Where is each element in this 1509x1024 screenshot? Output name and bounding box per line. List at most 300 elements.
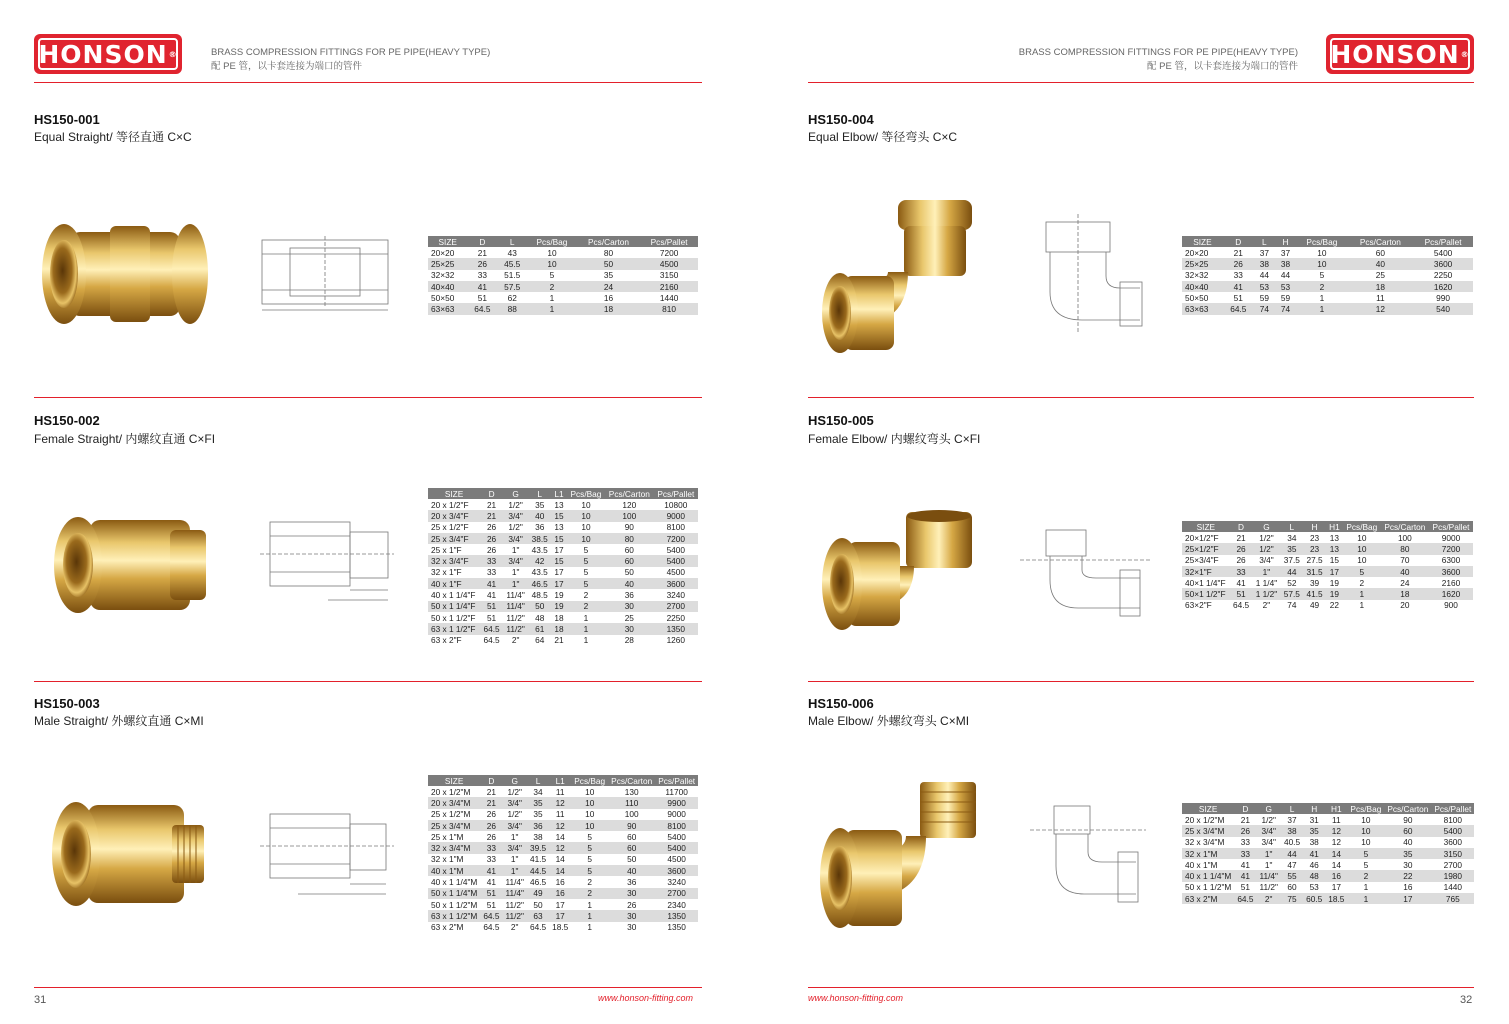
table-row [428,786,698,797]
table-cell: 9000 [655,809,698,820]
table-cell: 64 [528,635,551,646]
table-cell: 36 [527,820,549,831]
column-header: Pcs/Carton [608,775,655,786]
table-cell: 64.5 [527,922,549,933]
column-header: G [502,775,526,786]
spec-table [428,488,698,646]
table-cell: 41 [480,578,503,589]
table-cell: 25 x 1/2"M [428,809,480,820]
table-cell: 26 [1230,543,1253,554]
table-cell: 2 [571,876,608,887]
table-cell: 7200 [1429,543,1473,554]
table-cell: 9000 [1429,532,1473,543]
divider [808,82,1474,83]
column-header: G [1256,803,1280,814]
table-cell: 13 [551,522,567,533]
product-name: Male Straight/ 外螺纹直通 C×MI [34,714,204,728]
table-row [1182,893,1474,904]
table-cell: 63×63 [1182,303,1223,314]
table-cell: 10 [567,533,605,544]
table-cell: 57.5 [497,281,527,292]
table-cell: 90 [1384,814,1431,825]
table-cell: 5 [567,544,605,555]
table-cell: 25 x 1"F [428,544,480,555]
table-cell: 48 [1303,870,1325,881]
table-cell: 11 [1325,814,1347,825]
column-header: Pcs/Pallet [640,236,698,247]
table-cell: 63 x 1 1/2"M [428,910,480,921]
table-cell: 40×40 [1182,281,1223,292]
table-cell: 10 [1347,837,1384,848]
table-cell: 2" [1256,893,1280,904]
table-cell: 35 [577,270,640,281]
column-header: Pcs/Pallet [1431,803,1474,814]
table-cell: 20 x 1/2"F [428,499,480,510]
table-cell: 11/4" [502,876,526,887]
table-cell: 7200 [640,247,698,258]
table-cell: 21 [480,797,502,808]
table-cell: 14 [549,854,571,865]
table-cell: 5 [1347,859,1384,870]
table-cell: 540 [1413,303,1473,314]
table-cell: 63×2"F [1182,600,1230,611]
spec-table [428,775,698,933]
table-row [1182,292,1473,303]
divider [34,681,702,682]
table-cell: 21 [480,499,503,510]
table-row [428,589,698,600]
table-header-row [1182,236,1473,247]
table-cell: 3/4" [1256,837,1280,848]
table-cell: 6300 [1429,555,1473,566]
table-cell: 1" [503,578,528,589]
table-row [1182,848,1474,859]
table-cell: 59 [1254,292,1275,303]
table-cell: 33 [1234,837,1256,848]
brand-logo-text: HONSON [38,39,168,69]
table-cell: 100 [1381,532,1429,543]
table-cell: 46.5 [528,578,551,589]
table-cell: 40 x 1"M [428,865,480,876]
table-cell: 5 [571,854,608,865]
column-header: SIZE [428,236,467,247]
table-cell: 70 [1381,555,1429,566]
table-row [428,292,698,303]
table-cell: 39 [1303,577,1326,588]
table-row [428,612,698,623]
table-cell: 64.5 [480,635,503,646]
column-header: SIZE [1182,803,1234,814]
table-cell: 46.5 [527,876,549,887]
column-header: Pcs/Carton [577,236,640,247]
table-cell: 3/4" [503,510,528,521]
header-subtitle-cn: 配 PE 管，以卡套连接为端口的管件 [211,61,362,72]
table-cell: 3150 [1431,848,1474,859]
table-cell: 53 [1254,281,1275,292]
table-cell: 15 [1326,555,1343,566]
table-cell: 3600 [655,865,698,876]
table-cell: 40.5 [1281,837,1303,848]
table-cell: 50 x 1 1/2"M [428,899,480,910]
column-header: L [1254,236,1275,247]
table-cell: 20×20 [1182,247,1223,258]
table-cell: 50 [528,601,551,612]
table-cell: 3/4" [502,842,526,853]
table-cell: 26 [480,820,502,831]
column-header: L1 [551,488,567,499]
table-cell: 24 [1381,577,1429,588]
table-cell: 5 [571,842,608,853]
table-cell: 2160 [640,281,698,292]
column-header: G [503,488,528,499]
table-cell: 62 [497,292,527,303]
table-row [428,899,698,910]
product-name: Female Straight/ 内螺纹直通 C×FI [34,432,216,446]
header-subtitle-en: BRASS COMPRESSION FITTINGS FOR PE PIPE(HEAVY TYPE) [1018,47,1298,58]
table-cell: 1350 [654,623,698,634]
table-cell: 50 x 1 1/2"F [428,612,480,623]
table-cell: 63 x 2"F [428,635,480,646]
table-cell: 30 [608,922,655,933]
table-cell: 31.5 [1303,566,1326,577]
table-cell: 11/4" [1256,870,1280,881]
table-cell: 42 [528,555,551,566]
table-cell: 16 [1384,882,1431,893]
table-cell: 48.5 [528,589,551,600]
table-cell: 59 [1275,292,1296,303]
column-header: Pcs/Pallet [1429,521,1473,532]
table-cell: 74 [1281,600,1304,611]
table-cell: 16 [1325,870,1347,881]
column-header: Pcs/Pallet [654,488,698,499]
table-cell: 41 [467,281,497,292]
table-cell: 50 x 1 1/4"M [428,888,480,899]
table-row [428,555,698,566]
table-cell: 1 [1343,600,1381,611]
table-cell: 49 [527,888,549,899]
product-code: HS150-005 [808,413,874,428]
table-cell: 1 [527,303,577,314]
table-cell: 12 [1325,825,1347,836]
table-cell: 32 x 3/4"F [428,555,480,566]
table-cell: 5 [527,270,577,281]
table-row [428,578,698,589]
column-header: H1 [1326,521,1343,532]
table-cell: 27.5 [1303,555,1326,566]
table-cell: 3/4" [1256,825,1280,836]
table-cell: 1 [571,910,608,921]
table-cell: 50 x 1 1/4"F [428,601,480,612]
table-cell: 4500 [654,567,698,578]
table-cell: 41 [1230,577,1253,588]
table-cell: 41 [1234,859,1256,870]
table-cell: 5 [1296,270,1347,281]
table-cell: 41 [480,589,503,600]
table-cell: 38.5 [528,533,551,544]
table-row [428,809,698,820]
table-row [1182,281,1473,292]
column-header: H1 [1325,803,1347,814]
table-cell: 5400 [1413,247,1473,258]
table-cell: 10 [1347,825,1384,836]
table-cell: 11 [549,809,571,820]
table-cell: 5400 [654,555,698,566]
table-cell: 22 [1326,600,1343,611]
table-cell: 13 [551,499,567,510]
table-cell: 14 [549,865,571,876]
table-cell: 100 [605,510,654,521]
table-cell: 44 [1281,566,1304,577]
table-cell: 17 [551,544,567,555]
column-header: Pcs/Bag [527,236,577,247]
table-cell: 25 [605,612,654,623]
table-cell: 13 [1326,543,1343,554]
table-row [428,510,698,521]
table-cell: 3/4" [503,555,528,566]
column-header: Pcs/Bag [567,488,605,499]
table-cell: 21 [480,786,502,797]
table-cell: 12 [1325,837,1347,848]
table-cell: 22 [1384,870,1431,881]
table-cell: 23 [1303,543,1326,554]
table-cell: 9000 [654,510,698,521]
table-cell: 40 [605,578,654,589]
table-row [428,910,698,921]
table-cell: 40×1 1/4"F [1182,577,1230,588]
table-cell: 80 [1381,543,1429,554]
table-cell: 1440 [1431,882,1474,893]
column-header: Pcs/Carton [1381,521,1429,532]
product-photo-straight [40,218,210,330]
table-cell: 60 [1281,882,1303,893]
table-cell: 10800 [654,499,698,510]
column-header: H [1303,803,1325,814]
table-cell: 11/2" [502,899,526,910]
table-cell: 1440 [640,292,698,303]
table-cell: 51 [480,888,502,899]
table-cell: 33 [1234,848,1256,859]
column-header: D [1234,803,1256,814]
product-name: Male Elbow/ 外螺纹弯头 C×MI [808,714,970,728]
column-header: D [1230,521,1253,532]
table-cell: 26 [1223,258,1254,269]
table-cell: 26 [1230,555,1253,566]
table-header-row [1182,803,1474,814]
table-row [1182,814,1474,825]
table-cell: 26 [1234,825,1256,836]
table-cell: 3/4" [503,533,528,544]
column-header: SIZE [1182,521,1230,532]
technical-drawing [1016,520,1156,620]
table-cell: 10 [567,510,605,521]
table-cell: 18.5 [549,922,571,933]
table-cell: 21 [467,247,497,258]
table-cell: 60 [608,831,655,842]
product-code: HS150-001 [34,112,100,127]
table-cell: 15 [551,533,567,544]
table-cell: 20 x 3/4"F [428,510,480,521]
table-cell: 17 [549,910,571,921]
table-cell: 10 [571,797,608,808]
technical-drawing [258,806,398,906]
table-cell: 8100 [654,522,698,533]
table-cell: 765 [1431,893,1474,904]
table-cell: 34 [527,786,549,797]
table-cell: 5 [571,831,608,842]
table-cell: 11/2" [1256,882,1280,893]
table-cell: 1 [567,623,605,634]
column-header: L [1281,521,1304,532]
table-cell: 32×32 [428,270,467,281]
table-cell: 63 x 2"M [428,922,480,933]
table-cell: 3/4" [1252,555,1280,566]
table-row [1182,600,1473,611]
product-photo-female-straight [50,510,210,620]
table-cell: 25 x 3/4"M [1182,825,1234,836]
table-row [1182,247,1473,258]
table-cell: 130 [608,786,655,797]
table-cell: 51 [467,292,497,303]
table-cell: 2700 [654,601,698,612]
table-cell: 810 [640,303,698,314]
table-cell: 18 [1348,281,1414,292]
table-cell: 15 [551,510,567,521]
table-cell: 900 [1429,600,1473,611]
column-header: D [467,236,497,247]
table-cell: 40 x 1"F [428,578,480,589]
table-cell: 45.5 [497,258,527,269]
table-cell: 40 [1348,258,1414,269]
table-cell: 53 [1275,281,1296,292]
table-cell: 40 [528,510,551,521]
table-cell: 1/2" [503,522,528,533]
table-cell: 10 [567,499,605,510]
column-header: Pcs/Carton [605,488,654,499]
table-row [428,820,698,831]
table-cell: 32 x 1"M [428,854,480,865]
table-cell: 2 [567,601,605,612]
table-cell: 25 x 1/2"F [428,522,480,533]
table-cell: 1 [571,922,608,933]
table-row [1182,837,1474,848]
spec-table [1182,521,1473,611]
website-link[interactable]: www.honson-fitting.com [808,993,904,1003]
table-cell: 40 [1381,566,1429,577]
table-cell: 51 [480,601,503,612]
table-row [428,854,698,865]
table-cell: 25×25 [1182,258,1223,269]
table-cell: 19 [1326,588,1343,599]
table-cell: 10 [1343,532,1381,543]
table-cell: 3/4" [502,797,526,808]
column-header: SIZE [428,488,480,499]
table-row [1182,555,1473,566]
product-name: Equal Straight/ 等径直通 C×C [34,130,192,144]
table-cell: 18 [577,303,640,314]
table-cell: 25×3/4"F [1182,555,1230,566]
table-cell: 3150 [640,270,698,281]
table-cell: 44.5 [527,865,549,876]
table-cell: 17 [1326,566,1343,577]
table-cell: 21 [1234,814,1256,825]
table-cell: 16 [549,876,571,887]
table-cell: 1/2" [1252,532,1280,543]
table-cell: 33 [1230,566,1253,577]
table-cell: 10 [571,809,608,820]
table-cell: 2700 [1431,859,1474,870]
table-cell: 46 [1303,859,1325,870]
table-cell: 26 [480,544,503,555]
header-subtitle-right [1010,46,1298,74]
table-cell: 25 [1348,270,1414,281]
table-cell: 60 [1384,825,1431,836]
table-row [1182,270,1473,281]
table-cell: 1" [1256,859,1280,870]
column-header: Pcs/Carton [1384,803,1431,814]
table-cell: 74 [1254,303,1275,314]
table-cell: 51 [1234,882,1256,893]
table-cell: 20 x 3/4"M [428,797,480,808]
column-header: Pcs/Carton [1348,236,1414,247]
table-cell: 1/2" [502,786,526,797]
divider [808,397,1474,398]
table-cell: 51 [1230,588,1253,599]
table-cell: 12 [549,820,571,831]
table-cell: 31 [1303,814,1325,825]
table-cell: 44 [1254,270,1275,281]
table-cell: 10 [527,247,577,258]
technical-drawing [258,514,398,614]
table-cell: 60.5 [1303,893,1325,904]
table-cell: 26 [480,533,503,544]
table-cell: 50×1 1/2"F [1182,588,1230,599]
table-cell: 16 [577,292,640,303]
table-cell: 64.5 [480,922,502,933]
header-subtitle-cn: 配 PE 管，以卡套连接为端口的管件 [1147,61,1298,72]
table-cell: 1 1/2" [1252,588,1280,599]
table-cell: 1" [502,865,526,876]
table-cell: 40 x 1"M [1182,859,1234,870]
table-cell: 38 [527,831,549,842]
table-cell: 38 [1254,258,1275,269]
table-cell: 1/2" [1256,814,1280,825]
page-number-left: 31 [34,994,47,1006]
divider [34,82,702,83]
table-cell: 5 [567,578,605,589]
table-cell: 33 [480,842,502,853]
table-row [428,601,698,612]
table-cell: 14 [1325,848,1347,859]
table-row [428,522,698,533]
header-subtitle-left [211,46,490,74]
table-cell: 10 [1296,258,1347,269]
table-cell: 32×1"F [1182,566,1230,577]
table-cell: 1 1/4" [1252,577,1280,588]
divider [34,987,702,988]
table-header-row [428,775,698,786]
table-cell: 26 [608,899,655,910]
table-cell: 44 [1281,848,1303,859]
table-header-row [428,488,698,499]
table-row [428,635,698,646]
column-header: L1 [549,775,571,786]
table-cell: 11 [549,786,571,797]
table-cell: 80 [605,533,654,544]
website-link[interactable]: www.honson-fitting.com [598,993,694,1003]
table-cell: 25 x 3/4"M [428,820,480,831]
table-cell: 50×50 [1182,292,1223,303]
divider [808,681,1474,682]
